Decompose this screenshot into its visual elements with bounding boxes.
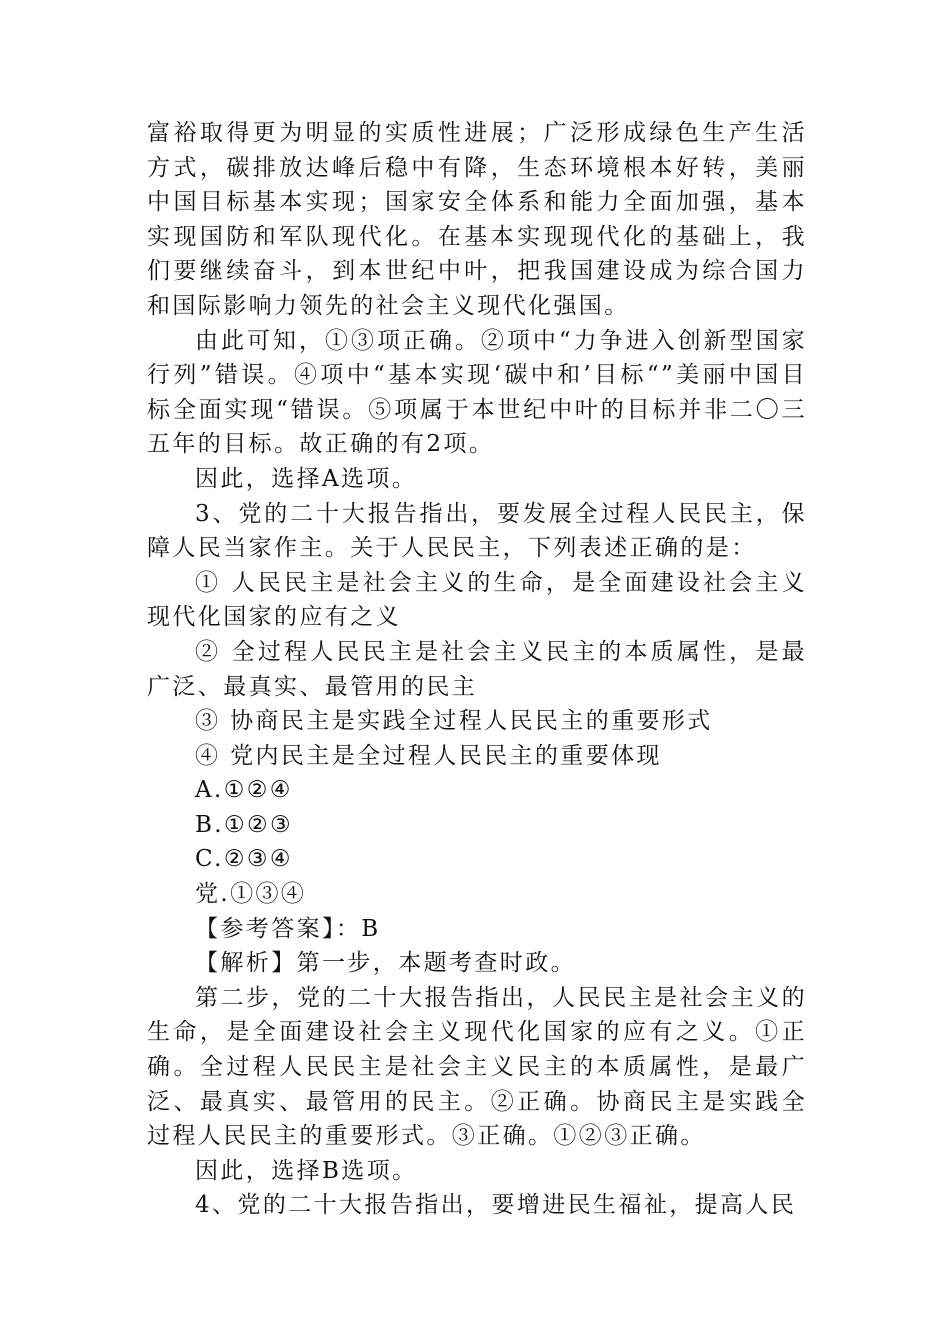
question-3-reference-answer: 【参考答案】：B xyxy=(195,915,381,942)
question-4-stem: 4、党的二十大报告指出，要增进民生福祉，提高人民 xyxy=(195,1192,797,1219)
document-body xyxy=(147,116,807,1223)
question-3-option-a: A.①②④ xyxy=(195,777,293,804)
question-3-statement-1: ① 人民民主是社会主义的生命，是全面建设社会主义现代化国家的应有之义 xyxy=(147,569,807,631)
question-3-analysis-step-2: 第二步，党的二十大报告指出，人民民主是社会主义的生命，是全面建设社会主义现代化国家的应有之义。①正确。全过程人民民主是社会主义民主的本质属性，是最广泛、最真实、最管用的民主。②正确。协商民主是实践全过程人民民主的重要形式。③正确。①②③正确。 xyxy=(147,984,807,1150)
question-3-statement-4: ④ 党内民主是全过程人民民主的重要体现 xyxy=(195,742,662,769)
paragraph-continuation: 富裕取得更为明显的实质性进展；广泛形成绿色生产生活方式，碳排放达峰后稳中有降，生态环境根本好转，美丽中国目标基本实现；国家安全体系和能力全面加强，基本实现国防和军队现代化。在基本实现现代化的基础上，我们要继续奋斗，到本世纪中叶，把我国建设成为综合国力和国际影响力领先的社会主义现代化强国。 xyxy=(147,120,807,319)
question-3-option-c: C.②③④ xyxy=(195,846,293,873)
question-3-option-d: 党.①③④ xyxy=(195,881,307,908)
question-3-conclusion: 因此，选择B选项。 xyxy=(195,1157,418,1184)
paragraph-analysis-conclusion: 由此可知，①③项正确。②项中“力争进入创新型国家行列”错误。④项中“基本实现‘碳中和’目标“”美丽中国目标全面实现“错误。⑤项属于本世纪中叶的目标并非二〇三五年的目标。故正确的有2项。 xyxy=(147,327,807,458)
question-3-stem: 3、党的二十大报告指出，要发展全过程人民民主，保障人民当家作主。关于人民民主，下列表述正确的是： xyxy=(147,500,807,562)
question-3-statement-2: ② 全过程人民民主是社会主义民主的本质属性，是最广泛、最真实、最管用的民主 xyxy=(147,638,807,700)
question-3-analysis-step-1: 【解析】第一步，本题考查时政。 xyxy=(195,950,576,977)
paragraph-answer-choice-a: 因此，选择A选项。 xyxy=(195,465,418,492)
question-3-option-b: B.①②③ xyxy=(195,811,294,838)
question-3-statement-3: ③ 协商民主是实践全过程人民民主的重要形式 xyxy=(195,708,713,735)
